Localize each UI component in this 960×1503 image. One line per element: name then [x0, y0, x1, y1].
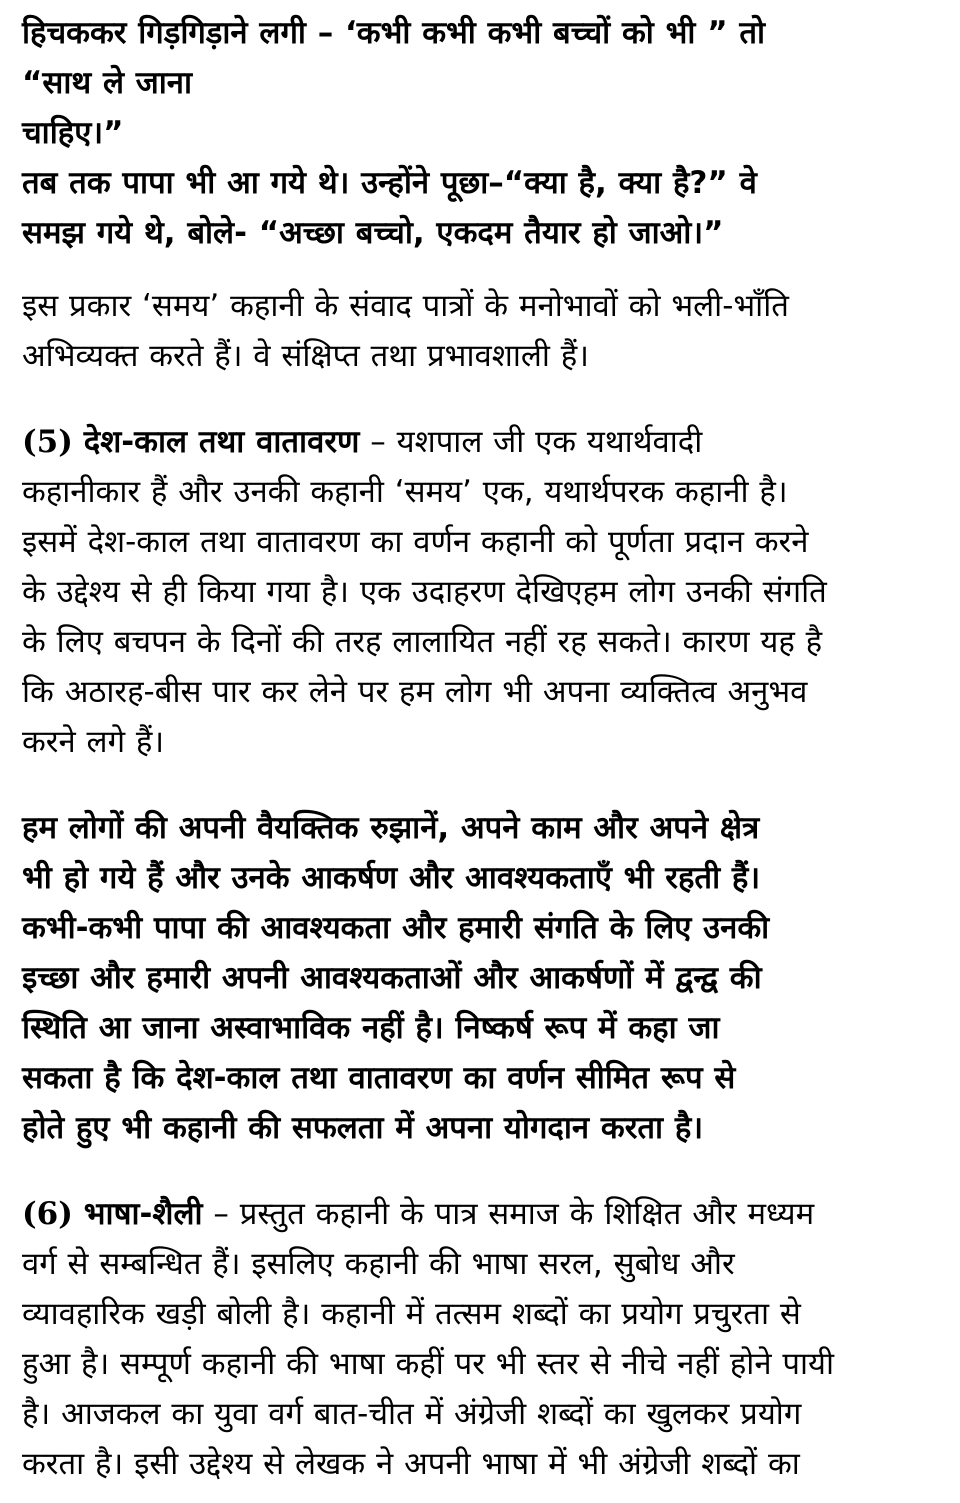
dialogue-line: हिचककर गिड़गिड़ाने लगी – ‘कभी कभी कभी बच्चों को भी ” तो	[22, 15, 766, 51]
dialogue-paragraph	[22, 8, 942, 258]
section-6-first-line-text: – प्रस्तुत कहानी के पात्र समाज के शिक्षित और मध्यम	[202, 1196, 815, 1232]
section-5-line: के उद्देश्य से ही किया गया है। एक उदाहरण देखिएहम लोग उनकी संगति	[22, 574, 827, 610]
section-5-line: के लिए बचपन के दिनों की तरह लालायित नहीं रह सकते। कारण यह है	[22, 624, 823, 660]
section-5-line: कि अठारह-बीस पार कर लेने पर हम लोग भी अपना व्यक्तित्व अनुभव	[22, 674, 808, 710]
section-5-line: करने लगे हैं।	[22, 724, 165, 760]
dialogue-line: तब तक पापा भी आ गये थे। उन्होंने पूछा–“क्या है, क्या है?” वे	[22, 165, 757, 201]
section-6-line: है। आजकल का युवा वर्ग बात-चीत में अंग्रेजी शब्दों का खुलकर प्रयोग	[22, 1396, 802, 1432]
example-line: होते हुए भी कहानी की सफलता में अपना योगदान करता है।	[22, 1110, 704, 1146]
summary-paragraph	[22, 281, 942, 381]
example-line: हम लोगों की अपनी वैयक्तिक रुझानें, अपने काम और अपने क्षेत्र	[22, 810, 760, 846]
summary-line: अभिव्यक्त करते हैं। वे संक्षिप्त तथा प्रभावशाली हैं।	[22, 338, 589, 374]
example-line: कभी-कभी पापा की आवश्यकता और हमारी संगति के लिए उनकी	[22, 910, 770, 946]
dialogue-line: चाहिए।”	[22, 115, 124, 151]
example-line: भी हो गये हैं और उनके आकर्षण और आवश्यकताएँ भी रहती हैं।	[22, 860, 761, 896]
summary-line: इस प्रकार ‘समय’ कहानी के संवाद पात्रों के मनोभावों को भली-भाँति	[22, 288, 789, 324]
section-6-paragraph	[22, 1189, 942, 1489]
section-6-line: करता है। इसी उद्देश्य से लेखक ने अपनी भाषा में भी अंग्रेजी शब्दों का	[22, 1446, 800, 1482]
section-5-line: इसमें देश-काल तथा वातावरण का वर्णन कहानी को पूर्णता प्रदान करने	[22, 524, 809, 560]
section-5-first-line	[22, 417, 942, 467]
section-6-line: हुआ है। सम्पूर्ण कहानी की भाषा कहीं पर भी स्तर से नीचे नहीं होने पायी	[22, 1346, 835, 1382]
section-5-first-line-text: – यशपाल जी एक यथार्थवादी	[359, 424, 703, 460]
section-5-example-paragraph	[22, 803, 942, 1153]
section-6-line: व्यावहारिक खड़ी बोली है। कहानी में तत्सम शब्दों का प्रयोग प्रचुरता से	[22, 1296, 801, 1332]
dialogue-line: समझ गये थे, बोले- “अच्छा बच्चो, एकदम तैयार हो जाओ।”	[22, 215, 724, 251]
section-6-line: वर्ग से सम्बन्धित हैं। इसलिए कहानी की भाषा सरल, सुबोध और	[22, 1246, 735, 1282]
section-5-line: कहानीकार हैं और उनकी कहानी ‘समय’ एक, यथार्थपरक कहानी है।	[22, 474, 788, 510]
example-line: सकता है कि देश-काल तथा वातावरण का वर्णन सीमित रूप से	[22, 1060, 736, 1096]
document-page	[22, 8, 942, 1489]
section-5-heading: देश-काल तथा वातावरण	[83, 424, 360, 460]
section-5-number: (5)	[22, 424, 73, 460]
example-line: इच्छा और हमारी अपनी आवश्यकताओं और आकर्षणों में द्वन्द्व की	[22, 960, 762, 996]
dialogue-line: “साथ ले जाना	[22, 65, 193, 101]
section-5-paragraph	[22, 417, 942, 767]
section-6-heading: भाषा-शैली	[83, 1196, 203, 1232]
example-line: स्थिति आ जाना अस्वाभाविक नहीं है। निष्कर्ष रूप में कहा जा	[22, 1010, 720, 1046]
section-6-number: (6)	[22, 1196, 73, 1232]
section-6-first-line	[22, 1189, 942, 1239]
